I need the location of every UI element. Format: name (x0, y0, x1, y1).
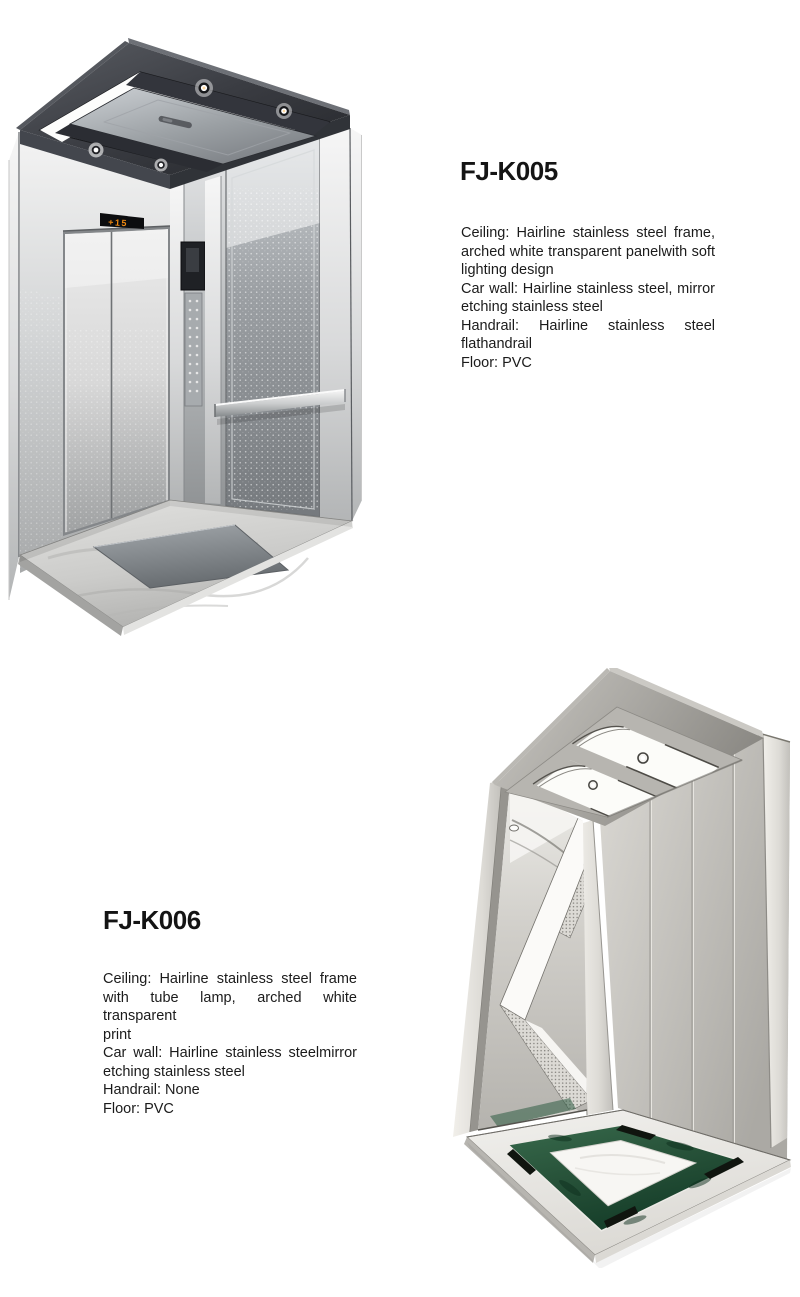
spec-line: arched white transparent panelwith soft (461, 243, 715, 260)
left-outer-wall (9, 132, 19, 600)
spec-line: lighting design (461, 262, 554, 278)
spec-line: Floor: PVC (461, 354, 532, 371)
spec-line: with tube lamp, arched white transparent (103, 989, 357, 1024)
product-photo-fj-k006 (450, 668, 800, 1268)
spec-line: Ceiling: Hairline stainless steel frame, (461, 225, 715, 241)
spec-line: Car wall: Hairline stainless steel, mirror (461, 280, 715, 297)
right-wall (170, 128, 352, 521)
spec-line: etching stainless steel (103, 1063, 245, 1080)
spec-text-block (461, 224, 715, 372)
right-outer-wall (350, 128, 362, 521)
product-photo-fj-k005 (8, 38, 364, 642)
product-title: FJ-K005 (460, 156, 558, 186)
spec-text-block (103, 970, 357, 1118)
spec-line: Ceiling: Hairline stainless steel frame (103, 971, 357, 987)
spec-line: flathandrail (461, 336, 532, 352)
etched-steel-panel (226, 138, 320, 517)
spec-line: Handrail: None (103, 1082, 200, 1098)
spec-line: print (103, 1026, 132, 1043)
floor-indicator-value: +15 (107, 217, 129, 229)
spec-line: Floor: PVC (103, 1100, 174, 1117)
product-title: FJ-K006 (103, 905, 201, 935)
reflected-spotlight (510, 825, 519, 831)
spec-line: Handrail: Hairline stainless steel (461, 317, 715, 334)
spec-line: Car wall: Hairline stainless steelmirror (103, 1045, 357, 1061)
spec-line: etching stainless steel (461, 299, 603, 315)
